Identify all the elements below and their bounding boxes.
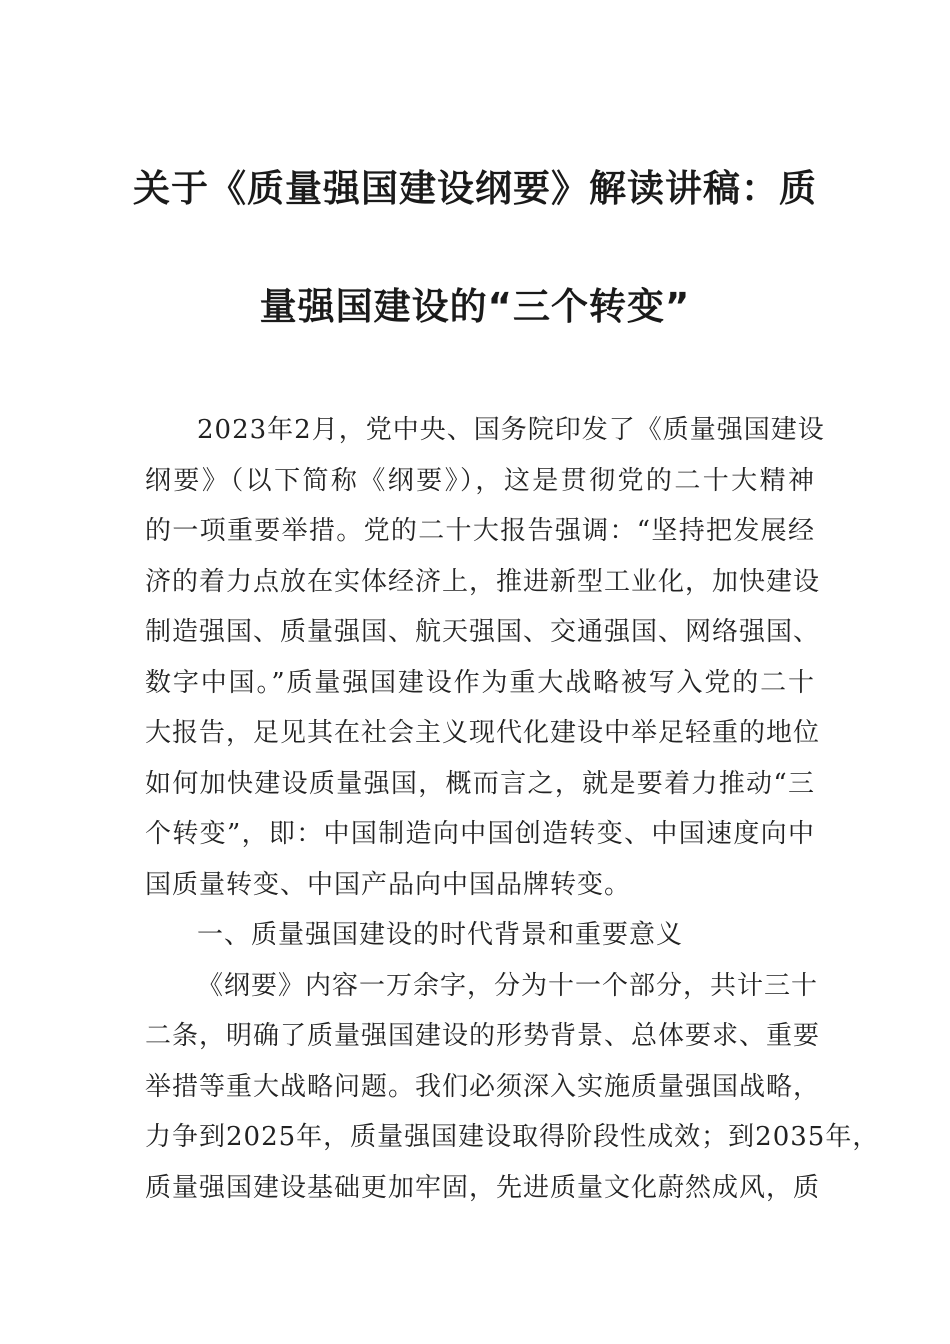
body-line: 个转变”，即：中国制造向中国创造转变、中国速度向中 [145,819,815,849]
body-line: 纲要》（以下简称《纲要》），这是贯彻党的二十大精神 [145,465,815,496]
body-line: 力争到2025年，质量强国建设取得阶段性成效；到2035年， [145,1122,880,1152]
body-line: 2023年2月，党中央、国务院印发了《质量强国建设 [197,415,825,445]
body-line: 如何加快建设质量强国，概而言之，就是要着力推动“三 [145,768,815,799]
body-line: 质量强国建设基础更加牢固，先进质量文化蔚然成风，质 [145,1172,821,1203]
body-line: 《纲要》内容一万余字，分为十一个部分，共计三十 [197,970,819,1001]
body-line: 国质量转变、中国产品向中国品牌转变。 [145,869,632,900]
body-line: 举措等重大战略问题。我们必须深入实施质量强国战略， [145,1071,821,1102]
section-heading: 一、质量强国建设的时代背景和重要意义 [197,920,684,950]
body-line: 制造强国、质量强国、航天强国、交通强国、网络强国、 [145,617,821,647]
document-title-line-1: 关于《质量强国建设纲要》解读讲稿：质 [133,167,817,210]
document-body [145,410,880,1218]
body-line: 二条，明确了质量强国建设的形势背景、总体要求、重要 [145,1021,821,1051]
body-line: 数字中国。”质量强国建设作为重大战略被写入党的二十 [145,667,815,698]
body-line: 济的着力点放在实体经济上，推进新型工业化，加快建设 [145,566,821,597]
document-title-line-2: 量强国建设的“三个转变” [259,285,691,328]
body-line: 大报告，足见其在社会主义现代化建设中举足轻重的地位 [145,718,821,748]
body-line: 的一项重要举措。党的二十大报告强调：“坚持把发展经 [145,516,815,546]
